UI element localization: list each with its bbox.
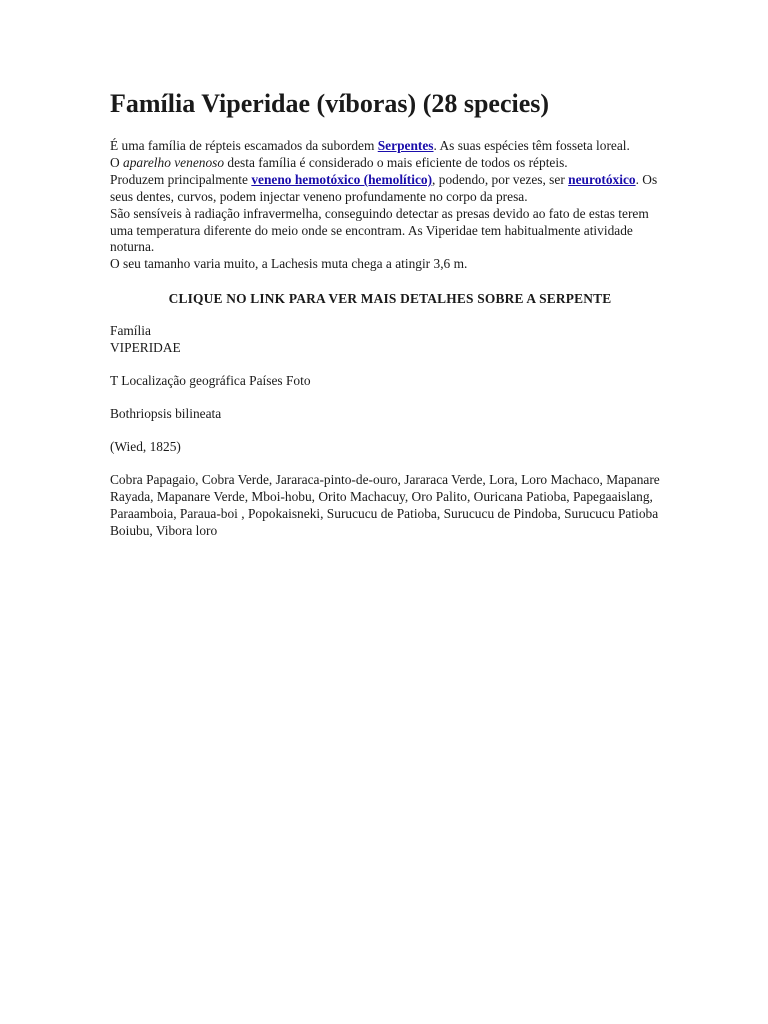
intro-paragraph-4: São sensíveis à radiação infravermelha, conseguindo detectar as presas devido ao fato de estas terem uma temperatura diferente do meio onde se encontram. As Viperidae tem habitualmente atividade noturna. xyxy=(110,205,649,255)
intro-text-3b: , podendo, por vezes, ser xyxy=(432,171,569,187)
common-names: Cobra Papagaio, Cobra Verde, Jararaca-pinto-de-ouro, Jararaca Verde, Lora, Loro Machaco, Mapanare Rayada, Mapanare Verde, Mboi-hobu, Orito Machacuy, Oro Palito, Ouricana Patioba, Papegaaislang, Paraamboia, Paraua-boi , Popokaisneki, Surucucu de Patioba, Surucucu de Pindoba, Surucucu Patioba Boiubu, Vibora loro xyxy=(110,471,660,538)
intro-paragraph-1 xyxy=(110,138,670,155)
intro-text xyxy=(110,138,670,273)
intro-text-3a: Produzem principalmente xyxy=(110,171,252,187)
intro-emphasis: aparelho venenoso xyxy=(123,154,225,170)
intro-text-1b: . As suas espécies têm fosseta loreal. xyxy=(433,138,630,153)
family-label: Família xyxy=(110,323,151,339)
intro-text-1a: É uma família de répteis escamados da subordem xyxy=(110,138,378,153)
page-title: Família Viperidae (víboras) (28 species) xyxy=(110,89,550,118)
details-call-to-action: CLIQUE NO LINK PARA VER MAIS DETALHES SOBRE A SERPENTE xyxy=(168,291,612,307)
intro-text-3c: . Os seus dentes, curvos, podem injectar veneno profundamente no corpo da presa. xyxy=(110,171,658,204)
species-author: (Wied, 1825) xyxy=(110,438,181,454)
intro-paragraph-5: O seu tamanho varia muito, a Lachesis muta chega a atingir 3,6 m. xyxy=(110,256,468,272)
species-name: Bothriopsis bilineata xyxy=(110,405,222,421)
intro-text-2b: desta família é considerado o mais eficiente de todos os répteis. xyxy=(224,154,568,170)
family-name: VIPERIDAE xyxy=(110,340,181,356)
hemotoxic-venom-link[interactable]: veneno hemotóxico (hemolítico) xyxy=(251,171,433,187)
table-header: T Localização geográfica Países Foto xyxy=(110,373,311,389)
intro-paragraph-3 xyxy=(110,172,670,206)
intro-text-2a: O xyxy=(110,154,124,170)
document-page xyxy=(110,88,670,539)
serpentes-link[interactable]: Serpentes xyxy=(377,138,434,153)
intro-paragraph-2 xyxy=(110,155,670,172)
family-block xyxy=(110,323,670,357)
neurotoxic-link[interactable]: neurotóxico xyxy=(568,171,636,187)
